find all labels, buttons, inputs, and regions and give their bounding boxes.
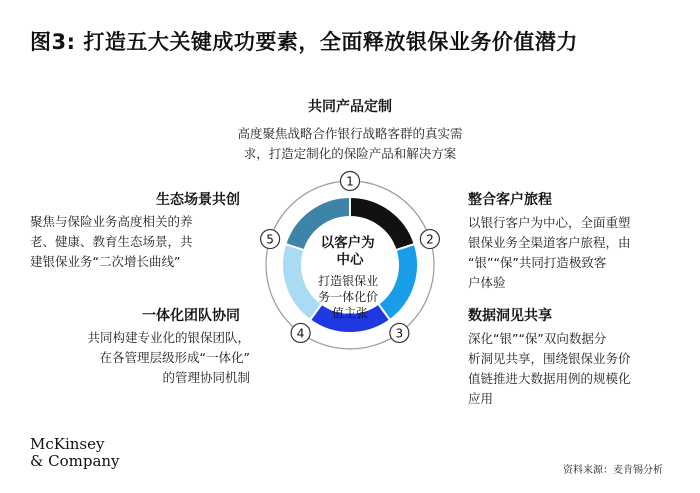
factor-4-desc: 共同构建专业化的银保团队， 在各管理层级形成“一体化” 的管理协同机制 [87, 330, 250, 385]
source-note: 资料来源：麦肯锡分析 [563, 465, 663, 476]
factor-1 [200, 96, 500, 164]
logo-line-2: & Company [30, 452, 120, 470]
center-heading-line-1: 以客户为 [320, 235, 375, 251]
number-badge-3 [390, 323, 409, 342]
logo-line-1: McKinsey [30, 435, 105, 453]
number-badge-label-1: 1 [346, 174, 354, 189]
factor-3-title: 数据洞见共享 [468, 308, 552, 324]
number-badge-label-2: 2 [426, 232, 434, 247]
factor-3 [468, 305, 688, 409]
factor-5-body [30, 212, 250, 272]
number-badge-2 [420, 230, 439, 249]
factor-5 [30, 189, 240, 209]
factor-2-desc: 以银行客户为中心，全面重塑 银保业务全渠道客户旅程，由 “银”“保”共同打造极致客 户体验 [468, 215, 631, 290]
ring-segment-4 [282, 244, 322, 320]
number-badge-label-4: 4 [296, 326, 305, 341]
factor-2-title: 整合客户旅程 [468, 192, 552, 208]
ring-segment-2 [378, 244, 418, 320]
factor-4-title: 一体化团队协同 [142, 308, 240, 324]
cycle-diagram [240, 165, 460, 365]
center-subtext-line-3: 值主张 [331, 306, 369, 320]
factor-5-title: 生态场景共创 [156, 192, 240, 208]
factor-4-body [30, 328, 250, 388]
factor-2 [468, 189, 688, 293]
number-badge-label-3: 3 [395, 326, 404, 341]
center-subtext-line-1: 打造银保业 [318, 274, 379, 288]
factor-5-desc: 聚焦与保险业务高度相关的养 老、健康、教育生态场景，共 建银保业务“二次增长曲线” [30, 214, 193, 269]
number-badge-4 [291, 323, 310, 342]
center-subtext-line-2: 务一体化价 [318, 290, 379, 304]
factor-3-desc: 深化“银”“保”双向数据分 析洞见共享，围绕银保业务价 值链推进大数据用例的规模化 应用 [468, 331, 631, 406]
center-heading [321, 234, 380, 268]
center-heading-line-2: 中心 [336, 252, 364, 268]
number-badge-1 [341, 172, 360, 191]
factor-1-title: 共同产品定制 [308, 99, 392, 115]
factor-1-desc: 高度聚焦战略合作银行战略客群的真实需 求，打造定制化的保险产品和解决方案 [237, 126, 463, 161]
page-title: 图3: 打造五大关键成功要素，全面释放银保业务价值潜力 [30, 30, 578, 54]
number-badge-label-5: 5 [266, 232, 274, 247]
number-badge-5 [261, 230, 280, 249]
mckinsey-logo [30, 436, 120, 470]
factor-4 [30, 305, 240, 325]
